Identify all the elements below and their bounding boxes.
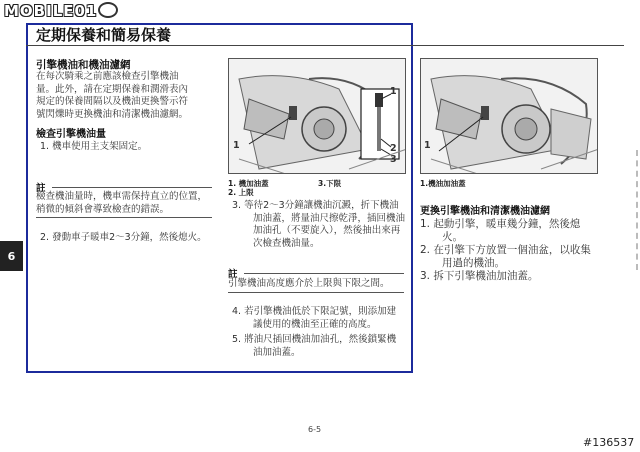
section-heading-change: 更換引擎機油和清潔機油濾網 (420, 206, 550, 217)
page-title: 定期保養和簡易保養 (36, 26, 172, 44)
caption-oil-cap: 1. 機加油蓋 (228, 179, 269, 188)
note-label-left: 註 (36, 183, 46, 194)
callout-1-mid: 1 (390, 86, 397, 97)
engine-illustration-right (421, 59, 598, 174)
caption-filler-cap: 1.機油加油蓋 (420, 179, 466, 188)
step-2-right: 2. 在引擎下方放置一個油盆，以收集 用過的機油。 (420, 244, 591, 269)
note-rule-bottom-mid (228, 292, 404, 293)
step-3-right: 3. 拆下引擎機油加油蓋。 (420, 270, 539, 282)
note-text-mid: 引擎機油高度應介於上限與下限之間。 (228, 278, 390, 289)
title-rule (26, 45, 624, 46)
note-label-mid: 註 (228, 269, 238, 280)
note-rule-bottom (36, 217, 212, 218)
step-3-mid: 3. 等待2～3分鐘讓機油沉澱，折下機油 加油蓋，將量油尺擦乾淨，插回機油 加油孔（不要旋入），然後抽出來再 次檢查機油量。 (232, 200, 406, 249)
step-5-mid: 5. 將油尺插回機油加油孔，然後鎖緊機 油加油蓋。 (232, 334, 397, 358)
note-rule-top (52, 187, 212, 188)
page-number: 6-5 (308, 425, 322, 434)
intro-paragraph: 在每次騎乘之前應該檢查引擎機油 量。此外，請在定期保養和潤滑表內 規定的保養間隔以及機油更換警示符 號閃爍時更換機油和清潔機油濾網。 (36, 71, 189, 120)
callout-2-mid: 2 (390, 143, 397, 154)
sub-heading-check: 檢查引擎機油量 (36, 129, 106, 140)
note-rule-top-mid (244, 273, 404, 274)
callout-1-right: 1 (424, 140, 431, 151)
section-heading-oil: 引擎機油和機油濾網 (36, 59, 131, 71)
note-text-left: 檢查機油量時，機車需保持直立的位置， 稍微的傾斜會導致檢查的錯誤。 (36, 191, 208, 215)
step-1-left: 1. 機車使用主支架固定。 (40, 141, 148, 152)
engine-figure-dipstick (228, 58, 406, 174)
engine-figure-filler (420, 58, 598, 174)
step-4-mid: 4. 若引擎機油低於下限記號，則添加建 議使用的機油至正確的高度。 (232, 306, 397, 330)
mobile01-logo: MOBILE01 (4, 2, 98, 20)
post-id: #136537 (583, 436, 635, 449)
step-2-left: 2. 發動車子暖車2～3分鐘，然後熄火。 (40, 232, 207, 243)
caption-upper-limit: 2. 上限 (228, 188, 254, 197)
callout-1-engine: 1 (233, 140, 240, 151)
caption-lower-limit: 3.下限 (318, 179, 342, 188)
step-1-right: 1. 起動引擎，暖車幾分鐘，然後熄 火。 (420, 218, 581, 243)
section-tab: 6 (0, 241, 23, 271)
logo-ring-icon (98, 2, 118, 18)
page-edge-marker (636, 150, 640, 270)
engine-illustration (229, 59, 406, 174)
callout-3-mid: 3 (390, 154, 397, 165)
